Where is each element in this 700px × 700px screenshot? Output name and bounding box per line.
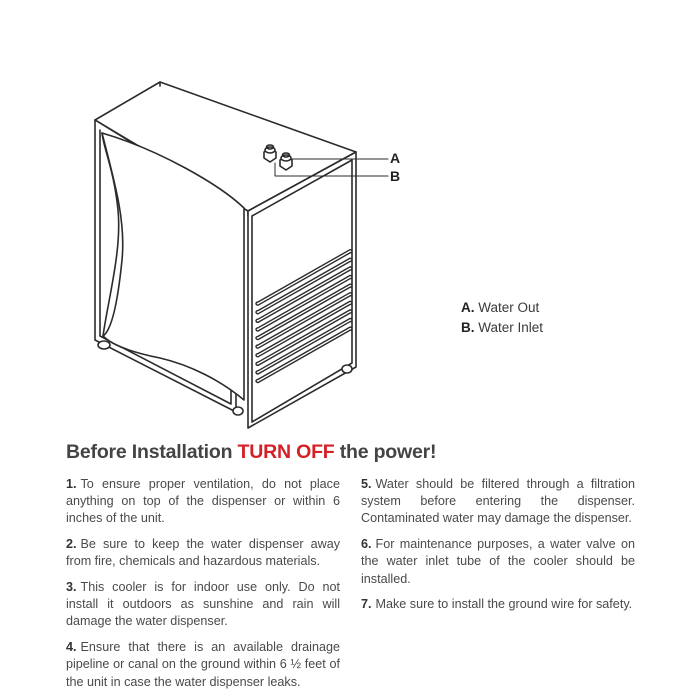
water-inlet-fitting [280,153,292,170]
instruction-4 [66,639,340,691]
foot-front-right [233,407,243,415]
callout-label-a: A [390,150,401,166]
instruction-number: 1. [66,477,77,491]
instruction-number: 5. [361,477,372,491]
callout-label-b: B [390,168,401,184]
instruction-text: For maintenance purposes, a water valve on the water inlet tube of the cooler should be installed. [361,537,635,586]
legend-item-water-out [461,298,543,318]
instruction-6 [361,536,635,588]
instruction-2 [66,536,340,570]
instructions-column-right [361,476,635,622]
legend-letter: A. [461,300,475,315]
instruction-text: Ensure that there is an available drainage pipeline or canal on the ground within 6 ½ feet of the unit in case the water dispenser leaks. [66,640,340,689]
legend [461,298,543,338]
legend-text: Water Out [478,300,540,315]
heading-before: Before Installation [66,441,233,463]
legend-item-water-inlet [461,318,543,338]
heading-highlight: TURN OFF [237,441,335,463]
foot-back-right [342,365,352,373]
instruction-number: 4. [66,640,77,655]
instruction-5 [361,476,635,528]
foot-front-left [98,341,110,349]
instruction-number: 7. [361,597,372,612]
instructions-column-left [66,476,340,699]
instruction-number: 2. [66,537,77,552]
instruction-number: 3. [66,580,77,595]
instruction-text: This cooler is for indoor use only. Do not install it outdoors as sunshine and rain will damage the water dispenser. [66,580,340,629]
heading-after: the power! [339,441,437,463]
legend-text: Water Inlet [478,320,544,335]
instruction-7 [361,596,635,613]
legend-letter: B. [461,320,475,335]
instruction-text: Make sure to install the ground wire for safety. [375,597,633,612]
instruction-number: 6. [361,537,372,552]
instruction-3 [66,579,340,631]
water-out-fitting [264,145,276,162]
instruction-text: Be sure to keep the water dispenser away from fire, chemicals and hazardous materials. [66,537,340,569]
page-heading [66,441,436,464]
instruction-text: To ensure proper ventilation, do not place anything on top of the dispenser or within 6 inches of the unit. [66,477,340,526]
instruction-1 [66,476,340,528]
instruction-text: Water should be filtered through a filtration system before entering the dispenser. Contaminated water may damage the dispenser. [361,477,635,526]
